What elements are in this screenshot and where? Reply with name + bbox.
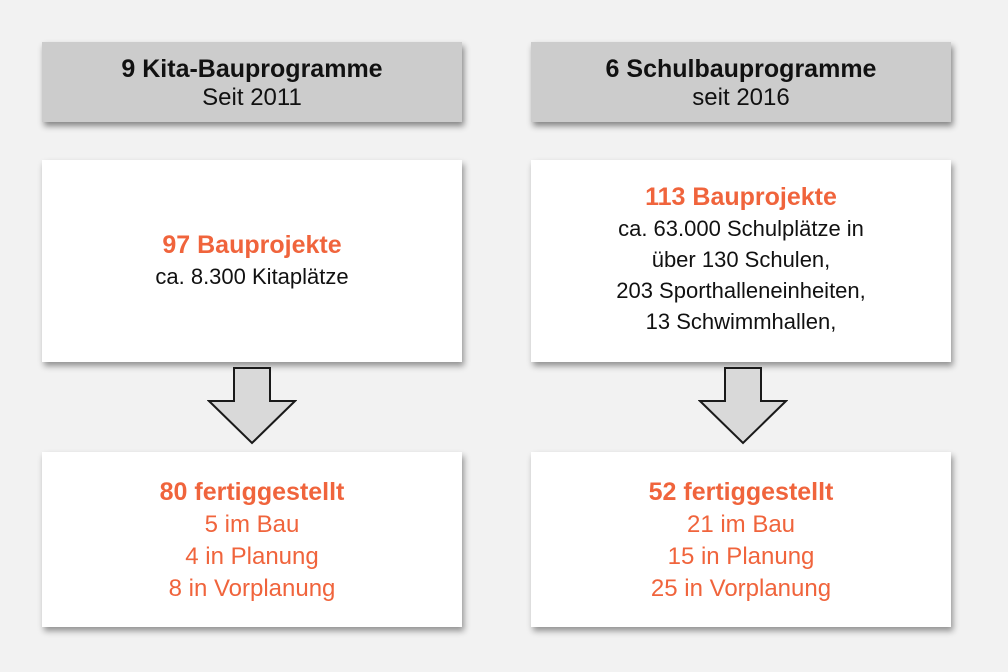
school-header-title: 6 Schulbauprogramme: [605, 55, 877, 83]
down-arrow-icon: [207, 367, 297, 445]
school-swimming-halls: 13 Schwimmhallen,: [645, 309, 837, 334]
kita-header: [42, 42, 462, 122]
school-summary-box: [531, 160, 951, 362]
kita-projects-count: 97 Bauprojekte: [162, 231, 342, 259]
school-sports-halls: 203 Sporthalleneinheiten,: [616, 278, 866, 303]
down-arrow-icon: [698, 367, 788, 445]
school-in-preplanning: 25 in Vorplanung: [650, 574, 832, 602]
kita-in-preplanning: 8 in Vorplanung: [168, 574, 336, 602]
school-projects-count: 113 Bauprojekte: [645, 183, 837, 211]
kita-in-planning: 4 in Planung: [185, 542, 319, 570]
kita-status-box: [42, 452, 462, 627]
school-header-subtitle: seit 2016: [692, 84, 790, 111]
kita-header-title: 9 Kita-Bauprogramme: [121, 55, 383, 83]
school-header: [531, 42, 951, 122]
kita-summary-box: [42, 160, 462, 362]
school-in-construction: 21 im Bau: [686, 510, 796, 538]
school-completed: 52 fertiggestellt: [648, 477, 834, 506]
kita-in-construction: 5 im Bau: [204, 510, 300, 538]
kita-places: ca. 8.300 Kitaplätze: [155, 264, 349, 289]
school-count: über 130 Schulen,: [651, 247, 831, 272]
school-places: ca. 63.000 Schulplätze in: [618, 216, 864, 241]
kita-header-subtitle: Seit 2011: [202, 84, 302, 111]
kita-completed: 80 fertiggestellt: [159, 477, 345, 506]
school-in-planning: 15 in Planung: [667, 542, 815, 570]
school-status-box: [531, 452, 951, 627]
